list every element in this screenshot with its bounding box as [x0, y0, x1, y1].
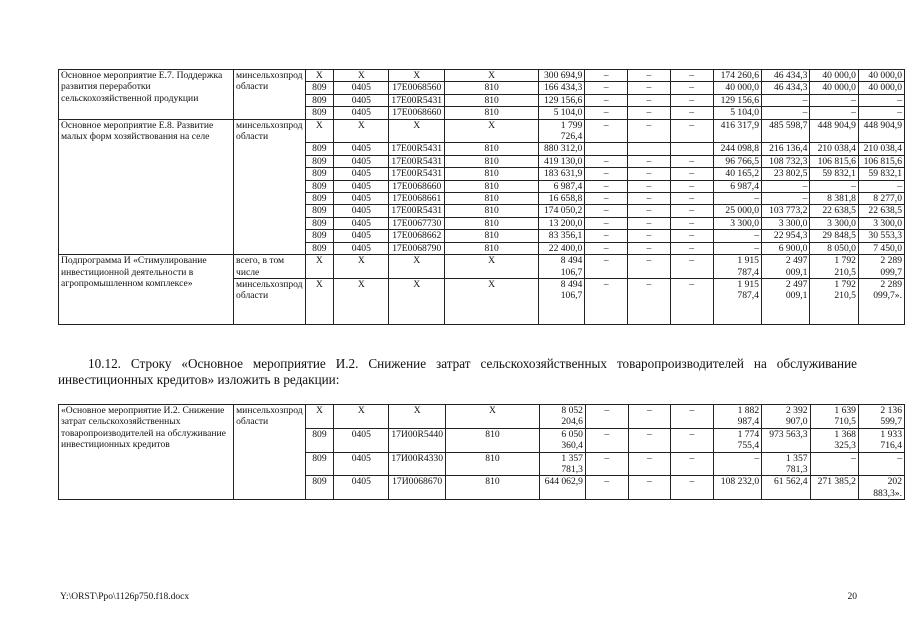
cell-gr-code: 809 — [305, 94, 334, 106]
cell-total-amount: 419 130,0 — [539, 155, 585, 167]
cell-expense-code: 810 — [445, 180, 539, 192]
cell-year-4: 244 098,8 — [713, 143, 761, 155]
table-row — [59, 405, 905, 429]
cell-gr-code: X — [305, 405, 334, 429]
cell-year-6: 1 792 210,5 — [810, 255, 858, 279]
cell-section-code: 0405 — [334, 452, 389, 476]
cell-gr-code: 809 — [305, 428, 334, 452]
cell-year-1: – — [585, 452, 628, 476]
cell-year-5: 6 900,0 — [761, 242, 809, 254]
cell-section-code: X — [334, 70, 389, 82]
table-row — [59, 119, 905, 143]
cell-total-amount: 300 694,9 — [539, 70, 585, 82]
cell-year-1: – — [585, 476, 628, 500]
cell-year-3: – — [670, 107, 713, 119]
cell-expense-code: X — [445, 255, 539, 279]
cell-total-amount: 22 400,0 — [539, 242, 585, 254]
footer-page-number: 20 — [847, 592, 857, 602]
cell-expense-code: X — [446, 405, 540, 429]
cell-year-6: 271 385,2 — [810, 476, 858, 500]
cell-year-3: – — [670, 180, 713, 192]
cell-expense-code: 810 — [445, 168, 539, 180]
cell-year-5: 23 802,5 — [761, 168, 809, 180]
cell-section-code: 0405 — [334, 230, 389, 242]
cell-expense-code: 810 — [445, 155, 539, 167]
cell-total-amount: 1 357 781,3 — [539, 452, 585, 476]
cell-year-7: 1 933 716,4 — [858, 428, 904, 452]
measure-name: «Основное мероприятие И.2. Снижение затрат сельскохозяйственных товаропроизводителей на обслуживание инвестиционных кредитов — [59, 405, 234, 500]
cell-year-2: – — [628, 168, 671, 180]
cell-section-code: 0405 — [334, 107, 389, 119]
cell-year-1: – — [585, 255, 628, 279]
cell-target-code: X — [389, 278, 445, 324]
cell-target-code: 17Е00R5431 — [389, 143, 445, 155]
cell-year-1: – — [585, 70, 628, 82]
cell-year-5: 2 497 009,1 — [761, 255, 809, 279]
cell-year-6: – — [810, 180, 858, 192]
cell-year-2: – — [628, 155, 671, 167]
cell-year-7: 40 000,0 — [858, 70, 904, 82]
cell-target-code: X — [389, 70, 445, 82]
cell-expense-code: 810 — [445, 107, 539, 119]
table-row — [59, 70, 905, 82]
cell-year-6: 448 904,9 — [810, 119, 858, 143]
cell-year-6: 210 038,4 — [810, 143, 858, 155]
cell-section-code: 0405 — [334, 476, 389, 500]
cell-year-6: – — [810, 452, 858, 476]
cell-year-7: – — [858, 94, 904, 106]
footer-file-path: Y:\ORST\Ppo\1126p750.f18.docx — [60, 592, 190, 602]
cell-year-6: 29 848,5 — [810, 230, 858, 242]
cell-year-6: 22 638,5 — [810, 205, 858, 217]
cell-gr-code: 809 — [305, 107, 334, 119]
cell-year-1: – — [585, 155, 628, 167]
cell-year-5: – — [761, 107, 809, 119]
cell-year-4: 174 260,6 — [713, 70, 761, 82]
cell-year-2: – — [628, 452, 671, 476]
cell-year-4: 5 104,0 — [713, 107, 761, 119]
cell-year-4: 25 000,0 — [713, 205, 761, 217]
cell-year-3: – — [670, 119, 713, 143]
cell-section-code: 0405 — [334, 180, 389, 192]
cell-year-5: 2 392 907,0 — [762, 405, 810, 429]
cell-total-amount: 13 200,0 — [539, 217, 585, 229]
cell-expense-code: 810 — [445, 94, 539, 106]
cell-year-5: 22 954,3 — [761, 230, 809, 242]
cell-year-5: 973 563,3 — [762, 428, 810, 452]
cell-year-2 — [628, 143, 671, 155]
cell-expense-code: 810 — [445, 217, 539, 229]
cell-year-2: – — [628, 242, 671, 254]
amendment-paragraph: 10.12. Строку «Основное мероприятие И.2. Снижение затрат сельскохозяйственных товаропроизводителей на обслуживание инвестиционных кредитов» изложить в редакции: — [58, 356, 857, 387]
cell-section-code: X — [334, 405, 389, 429]
cell-section-code: 0405 — [334, 242, 389, 254]
cell-section-code: X — [334, 255, 389, 279]
cell-year-2: – — [628, 107, 671, 119]
cell-target-code: 17Е0068560 — [389, 82, 445, 94]
cell-year-6: 8 050,0 — [810, 242, 858, 254]
cell-year-5: 3 300,0 — [761, 217, 809, 229]
cell-year-4: – — [713, 230, 761, 242]
cell-year-2: – — [628, 70, 671, 82]
cell-year-3: – — [670, 217, 713, 229]
row-label: всего, в том числе — [234, 255, 306, 279]
cell-year-2: – — [628, 119, 671, 143]
cell-year-3: – — [670, 278, 713, 324]
cell-year-2: – — [628, 278, 671, 324]
cell-year-4: 1 915 787,4 — [713, 255, 761, 279]
cell-gr-code: 809 — [305, 452, 334, 476]
cell-year-4: 40 000,0 — [713, 82, 761, 94]
cell-year-3: – — [670, 242, 713, 254]
cell-year-7: 448 904,9 — [858, 119, 904, 143]
cell-year-3: – — [670, 82, 713, 94]
cell-year-3: – — [671, 428, 714, 452]
cell-year-4: 1 882 987,4 — [713, 405, 761, 429]
cell-year-2: – — [628, 255, 671, 279]
cell-year-4: 40 165,2 — [713, 168, 761, 180]
cell-year-1: – — [585, 168, 628, 180]
cell-year-1: – — [585, 119, 628, 143]
cell-year-5: 46 434,3 — [761, 70, 809, 82]
cell-expense-code: 810 — [445, 193, 539, 205]
cell-year-2: – — [628, 428, 671, 452]
cell-target-code: 17Е0068660 — [389, 107, 445, 119]
cell-year-1: – — [585, 193, 628, 205]
cell-total-amount: 880 312,0 — [539, 143, 585, 155]
cell-year-7: 202 883,3». — [858, 476, 904, 500]
cell-year-5: – — [761, 193, 809, 205]
cell-gr-code: 809 — [305, 205, 334, 217]
cell-target-code: 17И0068670 — [389, 476, 446, 500]
cell-year-5: 2 497 009,1 — [761, 278, 809, 324]
responsible-agency: минсельхозпрод области — [234, 70, 306, 120]
cell-total-amount: 16 658,8 — [539, 193, 585, 205]
cell-target-code: 17Е0068660 — [389, 180, 445, 192]
cell-year-5: 103 773,2 — [761, 205, 809, 217]
cell-year-6: 3 300,0 — [810, 217, 858, 229]
cell-year-6: 1 368 325,3 — [810, 428, 858, 452]
cell-year-1: – — [585, 278, 628, 324]
cell-section-code: 0405 — [334, 155, 389, 167]
cell-expense-code: X — [445, 70, 539, 82]
cell-year-2: – — [628, 82, 671, 94]
cell-year-7: 59 832,1 — [858, 168, 904, 180]
cell-year-7: 2 289 099,7 — [858, 255, 904, 279]
cell-expense-code: 810 — [445, 143, 539, 155]
cell-total-amount: 6 050 360,4 — [539, 428, 585, 452]
cell-target-code: 17Е00R5431 — [389, 155, 445, 167]
cell-year-7: – — [858, 452, 904, 476]
cell-year-3: – — [670, 94, 713, 106]
cell-target-code: 17Е0068662 — [389, 230, 445, 242]
cell-year-3: – — [670, 193, 713, 205]
cell-year-3: – — [670, 70, 713, 82]
cell-total-amount: 1 799 726,4 — [539, 119, 585, 143]
cell-section-code: 0405 — [334, 217, 389, 229]
cell-year-6: 40 000,0 — [810, 70, 858, 82]
cell-expense-code: 810 — [446, 476, 540, 500]
cell-year-7: – — [858, 180, 904, 192]
cell-gr-code: X — [305, 278, 334, 324]
cell-year-5: 108 732,3 — [761, 155, 809, 167]
cell-gr-code: 809 — [305, 476, 334, 500]
cell-section-code: 0405 — [334, 94, 389, 106]
cell-year-4: – — [713, 242, 761, 254]
cell-year-2: – — [628, 180, 671, 192]
cell-target-code: X — [389, 119, 445, 143]
cell-year-6: 1 639 710,5 — [810, 405, 858, 429]
cell-year-5: 216 136,4 — [761, 143, 809, 155]
cell-year-1: – — [585, 428, 628, 452]
measure-name: Основное мероприятие Е.8. Развитие малых форм хозяйствования на селе — [59, 119, 234, 254]
cell-year-3: – — [670, 155, 713, 167]
cell-gr-code: 809 — [305, 143, 334, 155]
cell-year-4: 129 156,6 — [713, 94, 761, 106]
cell-expense-code: 810 — [446, 452, 540, 476]
cell-section-code: X — [334, 119, 389, 143]
cell-year-3: – — [670, 230, 713, 242]
cell-total-amount: 6 987,4 — [539, 180, 585, 192]
cell-expense-code: 810 — [445, 242, 539, 254]
cell-section-code: 0405 — [334, 82, 389, 94]
table-program-measures-2 — [58, 404, 905, 500]
cell-year-1: – — [585, 217, 628, 229]
cell-year-1 — [585, 143, 628, 155]
cell-year-7: 3 300,0 — [858, 217, 904, 229]
cell-year-5: 46 434,3 — [761, 82, 809, 94]
cell-expense-code: X — [445, 119, 539, 143]
cell-year-2: – — [628, 476, 671, 500]
cell-year-2: – — [628, 94, 671, 106]
cell-expense-code: 810 — [446, 428, 540, 452]
cell-year-4: 3 300,0 — [713, 217, 761, 229]
cell-year-5: – — [761, 180, 809, 192]
cell-total-amount: 5 104,0 — [539, 107, 585, 119]
cell-year-1: – — [585, 94, 628, 106]
cell-year-4: – — [713, 452, 761, 476]
responsible-agency: минсельхозпрод области — [234, 405, 306, 500]
cell-year-7: 30 553,3 — [858, 230, 904, 242]
cell-year-3: – — [670, 205, 713, 217]
cell-target-code: 17И00R4330 — [389, 452, 446, 476]
cell-gr-code: X — [305, 70, 334, 82]
cell-year-2: – — [628, 217, 671, 229]
cell-gr-code: 809 — [305, 82, 334, 94]
cell-expense-code: 810 — [445, 205, 539, 217]
cell-year-3: – — [670, 255, 713, 279]
cell-year-4: 416 317,9 — [713, 119, 761, 143]
cell-year-5: 485 598,7 — [761, 119, 809, 143]
cell-year-7: 22 638,5 — [858, 205, 904, 217]
cell-year-6: 8 381,8 — [810, 193, 858, 205]
cell-year-7: 7 450,0 — [858, 242, 904, 254]
cell-year-4: 1 915 787,4 — [713, 278, 761, 324]
cell-year-5: – — [761, 94, 809, 106]
cell-total-amount: 129 156,6 — [539, 94, 585, 106]
cell-gr-code: 809 — [305, 217, 334, 229]
cell-total-amount: 8 494 106,7 — [539, 278, 585, 324]
cell-year-1: – — [585, 405, 628, 429]
cell-gr-code: 809 — [305, 230, 334, 242]
table-row — [59, 255, 905, 279]
cell-gr-code: 809 — [305, 242, 334, 254]
cell-gr-code: 809 — [305, 193, 334, 205]
cell-year-7: 40 000,0 — [858, 82, 904, 94]
cell-gr-code: 809 — [305, 168, 334, 180]
cell-section-code: X — [334, 278, 389, 324]
cell-year-6: – — [810, 107, 858, 119]
cell-target-code: 17Е0068661 — [389, 193, 445, 205]
cell-gr-code: X — [305, 119, 334, 143]
cell-total-amount: 166 434,3 — [539, 82, 585, 94]
cell-year-3: – — [671, 452, 714, 476]
cell-year-2: – — [628, 405, 671, 429]
cell-year-1: – — [585, 180, 628, 192]
cell-target-code: 17Е0068790 — [389, 242, 445, 254]
cell-total-amount: 183 631,9 — [539, 168, 585, 180]
cell-year-4: 1 774 755,4 — [713, 428, 761, 452]
cell-expense-code: X — [445, 278, 539, 324]
responsible-agency: минсельхозпрод области — [234, 119, 306, 254]
cell-target-code: X — [389, 405, 446, 429]
cell-year-6: 1 792 210,5 — [810, 278, 858, 324]
cell-year-1: – — [585, 82, 628, 94]
cell-section-code: 0405 — [334, 143, 389, 155]
cell-year-2: – — [628, 193, 671, 205]
cell-year-7: 2 136 599,7 — [858, 405, 904, 429]
cell-expense-code: 810 — [445, 82, 539, 94]
cell-section-code: 0405 — [334, 205, 389, 217]
cell-year-5: 61 562,4 — [762, 476, 810, 500]
cell-year-7: – — [858, 107, 904, 119]
cell-year-6: 59 832,1 — [810, 168, 858, 180]
cell-total-amount: 8 052 204,6 — [539, 405, 585, 429]
responsible-agency: минсельхозпрод области — [234, 278, 306, 324]
cell-target-code: 17Е00R5431 — [389, 94, 445, 106]
cell-total-amount: 174 050,2 — [539, 205, 585, 217]
cell-year-1: – — [585, 230, 628, 242]
cell-year-4: – — [713, 193, 761, 205]
cell-year-4: 6 987,4 — [713, 180, 761, 192]
cell-year-6: 106 815,6 — [810, 155, 858, 167]
cell-year-5: 1 357 781,3 — [762, 452, 810, 476]
cell-year-7: 106 815,6 — [858, 155, 904, 167]
cell-section-code: 0405 — [334, 428, 389, 452]
cell-year-1: – — [585, 107, 628, 119]
cell-gr-code: 809 — [305, 155, 334, 167]
cell-year-7: 210 038,4 — [858, 143, 904, 155]
cell-gr-code: 809 — [305, 180, 334, 192]
subprogram-name: Подпрограмма И «Стимулирование инвестиционной деятельности в агропромышленном комплексе» — [59, 255, 234, 325]
cell-year-4: 96 766,5 — [713, 155, 761, 167]
cell-year-6: 40 000,0 — [810, 82, 858, 94]
table-program-measures-1 — [58, 69, 905, 325]
cell-year-2: – — [628, 230, 671, 242]
measure-name: Основное мероприятие Е.7. Поддержка развития переработки сельскохозяйственной продукции — [59, 70, 234, 120]
cell-target-code: 17Е00R5431 — [389, 168, 445, 180]
cell-year-3: – — [671, 405, 714, 429]
cell-target-code: X — [389, 255, 445, 279]
cell-target-code: 17Е0067730 — [389, 217, 445, 229]
cell-year-7: 8 277,0 — [858, 193, 904, 205]
cell-total-amount: 8 494 106,7 — [539, 255, 585, 279]
cell-year-4: 108 232,0 — [713, 476, 761, 500]
cell-total-amount: 644 062,9 — [539, 476, 585, 500]
cell-total-amount: 83 356,1 — [539, 230, 585, 242]
cell-year-7: 2 289 099,7». — [858, 278, 904, 324]
cell-target-code: 17Е00R5431 — [389, 205, 445, 217]
cell-year-6: – — [810, 94, 858, 106]
cell-year-3 — [670, 143, 713, 155]
cell-expense-code: 810 — [445, 230, 539, 242]
cell-year-3: – — [671, 476, 714, 500]
cell-section-code: 0405 — [334, 193, 389, 205]
cell-year-3: – — [670, 168, 713, 180]
cell-target-code: 17И00R5440 — [389, 428, 446, 452]
cell-year-1: – — [585, 242, 628, 254]
cell-gr-code: X — [305, 255, 334, 279]
cell-year-2: – — [628, 205, 671, 217]
cell-section-code: 0405 — [334, 168, 389, 180]
cell-year-1: – — [585, 205, 628, 217]
